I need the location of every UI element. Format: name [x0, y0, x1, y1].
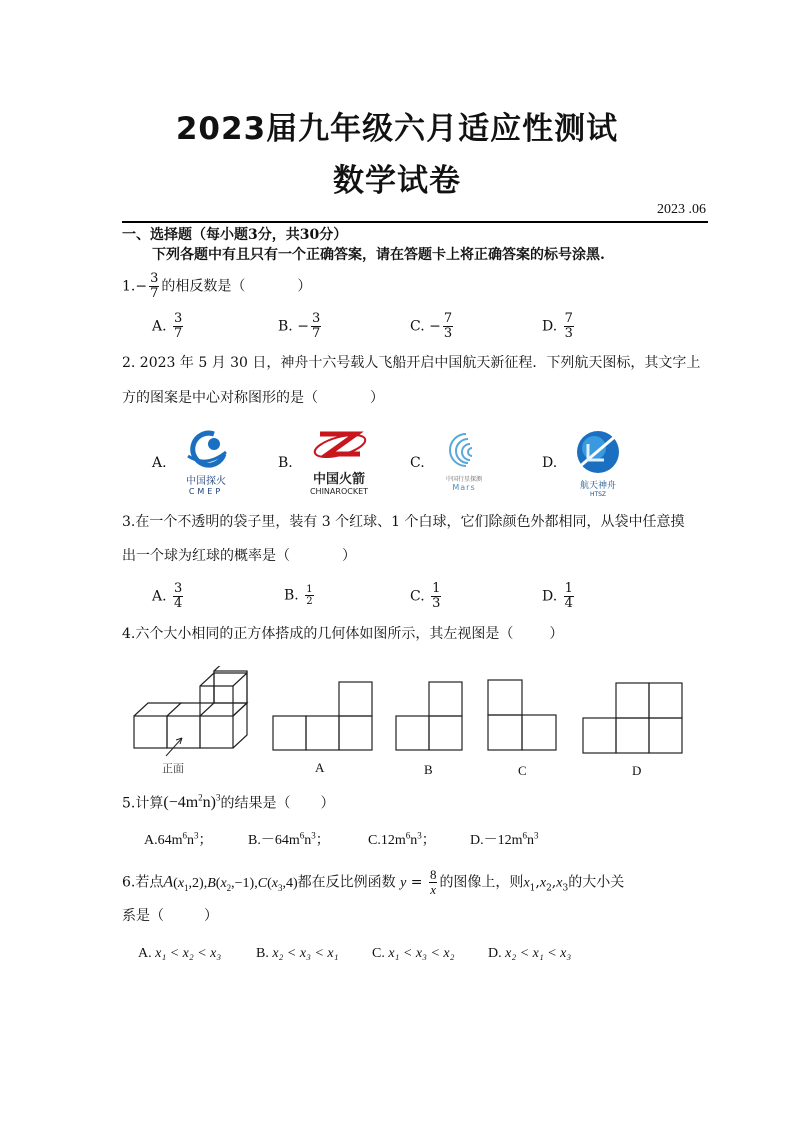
view-d-label: D [632, 763, 642, 778]
page-title: 2023届九年级六月适应性测试 [175, 111, 619, 147]
q1-sign: − [135, 278, 148, 295]
q2-option-d-label: D. [542, 455, 558, 471]
q4-figures [126, 666, 686, 784]
exam-date: 2023 .06 [657, 202, 706, 217]
q5-option-c: $C.12m^6n^3$； [368, 830, 436, 848]
view-b-label: B [424, 762, 433, 777]
q6-option-b: B. x₂ < x₃ < x₁ [256, 946, 339, 961]
q1-option-c: C. − $\frac{7}{3}$ [410, 311, 453, 341]
cmep-logo: 中国探火 CMEP [180, 428, 232, 494]
q1-number: 1. [122, 278, 136, 295]
q6-option-d: D. x₂ < x₁ < x₃ [488, 946, 572, 961]
section-heading: 一、选择题（每小题3分，共30分） [122, 227, 348, 243]
china-rocket-logo: 中国火箭 CHINAROCKET [304, 430, 374, 494]
q2-option-a-label: A. [152, 455, 167, 471]
q3-option-c: C. $\frac{1}{3}$ [410, 581, 441, 611]
view-b [396, 682, 462, 750]
mars-exploration-logo: 中国行星探测 Mars [436, 430, 492, 494]
q2-line-2: 方的图案是中心对称图形的是（ ） [122, 390, 384, 406]
q6-line-1: 6.若点$A(x_1,2),B(x_2,-1),C(x_3,4)$都在反比例函数 y = $\frac{8}{x}$ 的图像上，则$x_1,x_2,x_3$的大小关 [122, 867, 625, 897]
china-rocket-emblem-icon [304, 430, 374, 464]
q6-option-a: A. x₁ < x₂ < x₃ [138, 946, 222, 961]
q1-option-d: D. $\frac{7}{3}$ [542, 311, 573, 341]
q2-option-c-label: C. [410, 455, 425, 471]
q1-option-b: B. − $\frac{3}{7}$ [278, 311, 321, 341]
page-subtitle: 数学试卷 [333, 163, 461, 199]
mars-emblem-icon [436, 430, 492, 470]
q3-option-a: A. $\frac{3}{4}$ [152, 581, 183, 611]
q6-option-c: C. x₁ < x₃ < x₂ [372, 946, 455, 961]
q3-line-1: 3.在一个不透明的袋子里，装有 3 个红球、1 个白球，它们除颜色外都相同，从袋中任意摸 [122, 514, 685, 530]
q3-option-d: D. $\frac{1}{4}$ [542, 581, 573, 611]
view-c-label: C [518, 763, 527, 778]
question-5: 5.计算$(-4m^2n)^3$的结果是（ ） [122, 793, 335, 812]
q6-line-2: 系是（ ） [122, 908, 218, 924]
section-instruction: 下列各题中有且只有一个正确答案，请在答题卡上将正确答案的标号涂黑. [152, 247, 605, 263]
q3-line-2: 出一个球为红球的概率是（ ） [122, 548, 356, 564]
q1-text: 的相反数是（ [161, 278, 246, 295]
q1-option-a: A. $\frac{3}{7}$ [152, 311, 183, 341]
view-c [488, 680, 556, 750]
cmep-emblem-icon [180, 428, 232, 468]
q2-option-b-label: B. [278, 455, 293, 471]
header-divider [122, 221, 708, 223]
q5-option-a: $A.64m^6n^3$； [144, 830, 213, 848]
q4-text: 4.六个大小相同的正方体搭成的几何体如图所示，其左视图是（ ） [122, 626, 564, 642]
front-label: 正面 [162, 762, 184, 775]
q1-fraction: $\frac{3}{7}$ [150, 271, 159, 301]
q2-line-1: 2. 2023 年 5 月 30 日，神舟十六号载人飞船开启中国航天新征程．下列航天图标，其文字上 [122, 355, 701, 371]
view-d [583, 683, 682, 753]
q5-option-d: $D.-12m^6n^3$ [470, 830, 539, 848]
question-1 [122, 272, 311, 301]
solid-figure [134, 666, 247, 756]
q1-close: ） [297, 278, 312, 295]
q3-option-b: B. $\frac{1}{2}$ [284, 584, 313, 607]
view-a-label: A [315, 760, 325, 775]
view-a [273, 682, 372, 750]
q5-option-b: $B.-64m^6n^3$； [248, 830, 330, 848]
htsz-logo: 航天神舟 HTSZ [574, 428, 622, 496]
htsz-globe-icon [574, 428, 622, 474]
